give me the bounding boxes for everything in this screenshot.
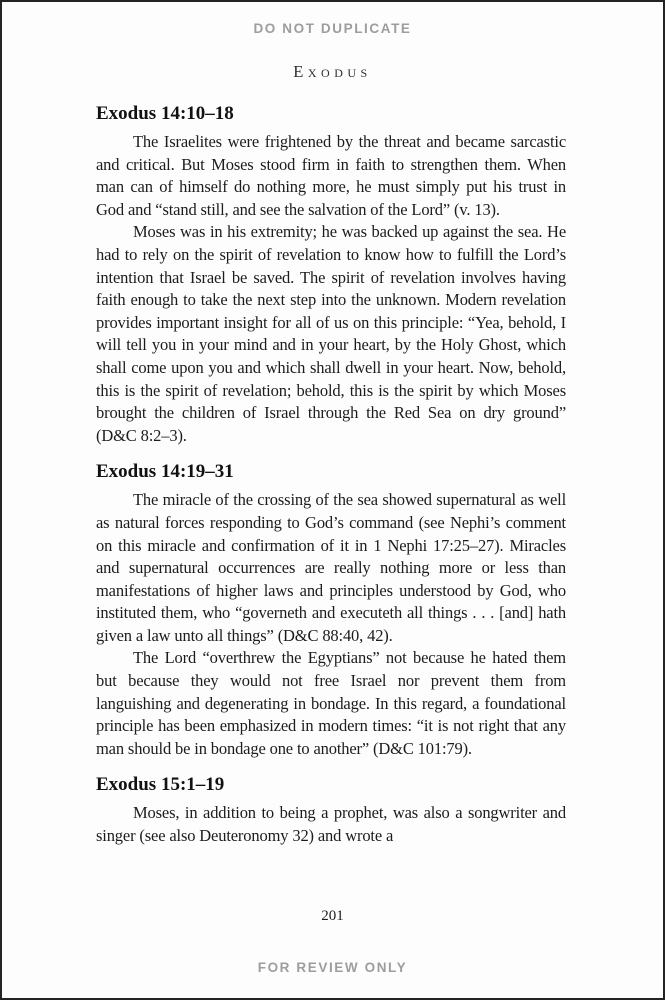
section-heading: Exodus 14:19–31	[96, 461, 234, 483]
watermark-do-not-duplicate: DO NOT DUPLICATE	[253, 21, 412, 36]
paragraph: Moses was in his extremity; he was backed up against the sea. He had to rely on the spirit of revelation to know how to fulfill the Lord’s intention that Israel be saved. The spirit of revelation involves having faith enough to take the next step into the unknown. Modern revelation provides important insight for all of us on this principle: “Yea, behold, I will tell you in your mind and in your heart, by the Holy Ghost, which shall come upon you and which shall dwell in your heart. Now, behold, this is the spirit of revelation; behold, this is the spirit by which Moses brought the children of Israel through the Red Sea on dry ground” (D&C 8:2–3).	[96, 222, 566, 445]
section-exodus-15-1-19	[96, 773, 566, 847]
section-heading: Exodus 15:1–19	[96, 774, 225, 796]
page-number: 201	[321, 908, 344, 924]
section-heading: Exodus 14:10–18	[96, 103, 234, 124]
page-body	[96, 102, 566, 848]
running-head-exodus: Exodus	[293, 62, 372, 81]
watermark-for-review-only: FOR REVIEW ONLY	[257, 960, 408, 975]
paragraph: The miracle of the crossing of the sea showed supernatural as well as natural forces responding to God’s command (see Nephi’s comment on this miracle and confirmation of it in 1 Nephi 17:25–27). Miracles and supernatural occurrences are really nothing more or less than manifestations of higher laws and principles understood by God, who instituted them, who “governeth and executeth all things . . . [and] hath given a law unto all things” (D&C 88:40, 42).	[96, 490, 566, 645]
section-exodus-14-10-18	[96, 102, 566, 447]
paragraph: The Lord “overthrew the Egyptians” not because he hated them but because they would not free Israel nor prevent them from languishing and degenerating in bondage. In this regard, a foundational principle has been emphasized in modern times: “it is not right that any man should be in bondage one to another” (D&C 101:79).	[96, 648, 566, 758]
paragraph: Moses, in addition to being a prophet, was also a songwriter and singer (see also Deuteronomy 32) and wrote a	[96, 803, 566, 846]
section-exodus-14-19-31	[96, 460, 566, 760]
paragraph: The Israelites were frightened by the threat and became sarcastic and critical. But Moses stood firm in faith to strengthen them. When man can of himself do nothing more, he must simply put his trust in God and “stand still, and see the salvation of the Lord” (v. 13).	[96, 132, 566, 219]
